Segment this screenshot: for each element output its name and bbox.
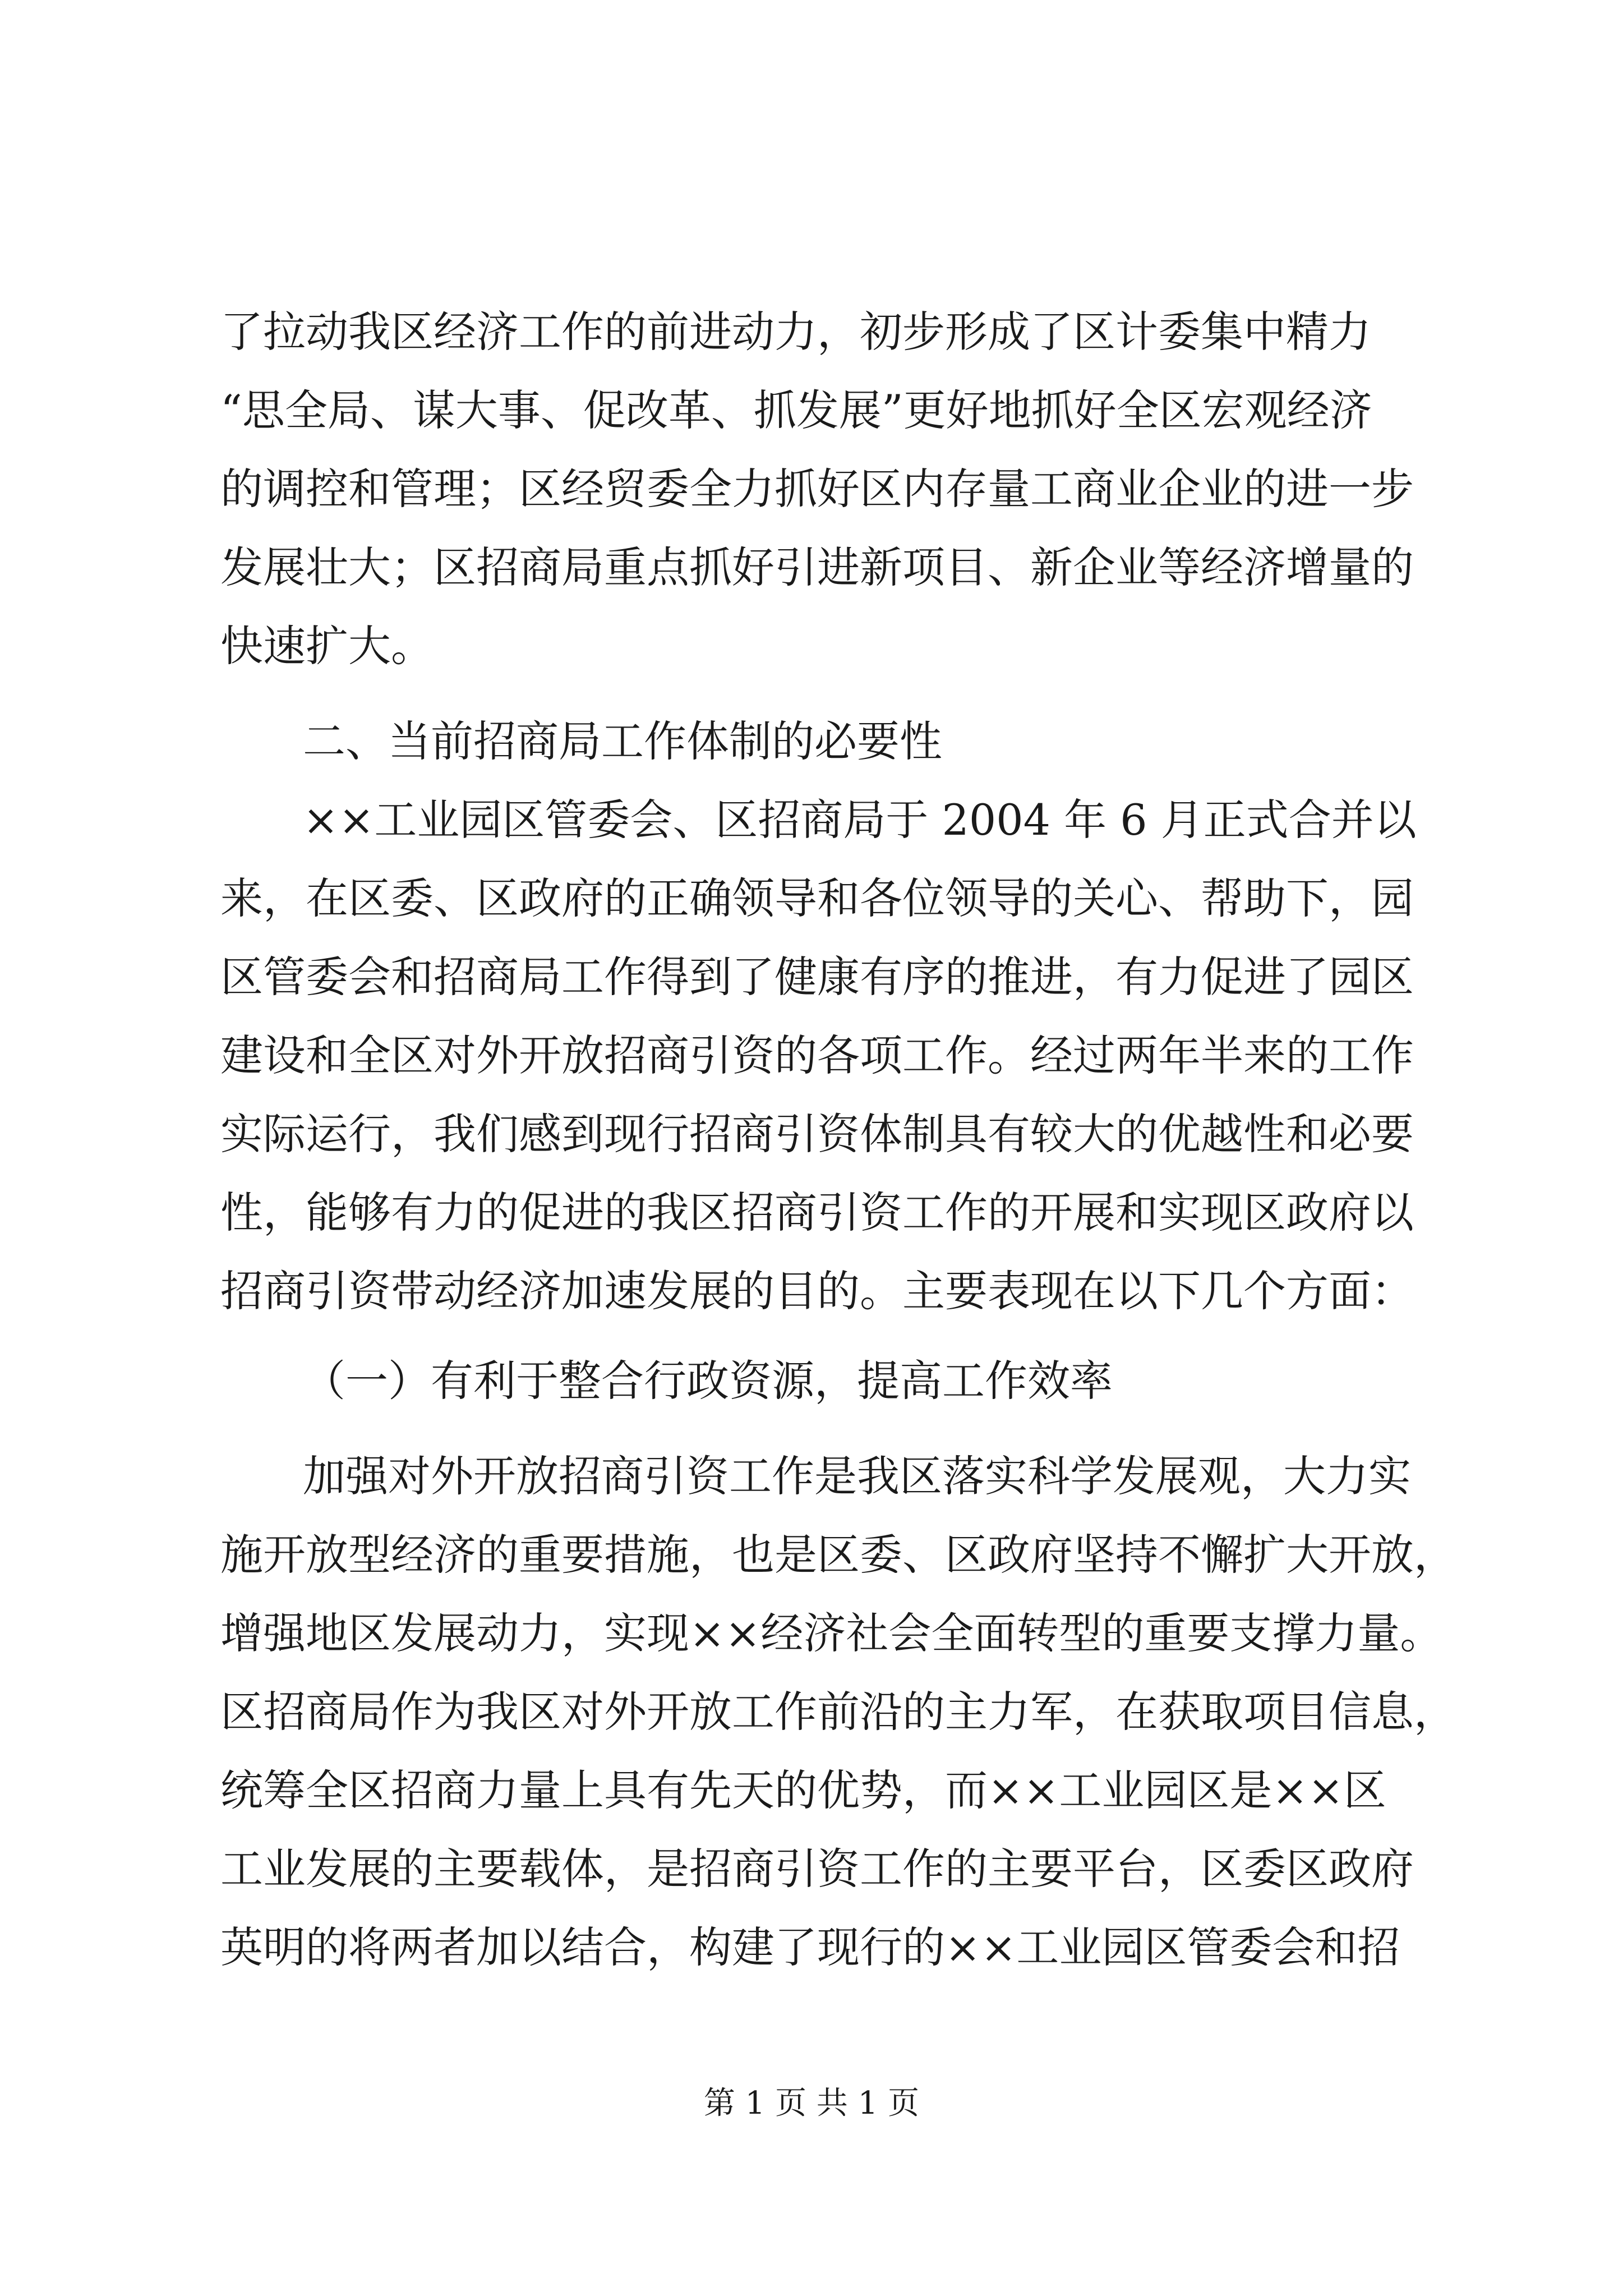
section-heading: 二、当前招商局工作体制的必要性 bbox=[303, 716, 942, 766]
body-line-4: 发展壮大；区招商局重点抓好引进新项目、新企业等经济增量的 bbox=[220, 542, 1414, 592]
body-line-16: 施开放型经济的重要措施，也是区委、区政府坚持不懈扩大开放， bbox=[220, 1530, 1456, 1580]
body-line-19: 统筹全区招商力量上具有先天的优势，而××工业园区是××区 bbox=[220, 1765, 1386, 1815]
body-line-17: 增强地区发展动力，实现××经济社会全面转型的重要支撑力量。 bbox=[220, 1608, 1443, 1658]
body-line-18: 区招商局作为我区对外开放工作前沿的主力军，在获取项目信息， bbox=[220, 1687, 1456, 1737]
body-line-3: 的调控和管理；区经贸委全力抓好区内存量工商业企业的进一步 bbox=[220, 464, 1414, 514]
body-line-11: 实际运行，我们感到现行招商引资体制具有较大的优越性和必要 bbox=[220, 1109, 1414, 1159]
body-line-15: 加强对外开放招商引资工作是我区落实科学发展观，大力实 bbox=[303, 1451, 1411, 1501]
body-line-5: 快速扩大。 bbox=[220, 621, 434, 671]
page-number-footer: 第 1 页 共 1 页 bbox=[703, 2085, 920, 2122]
body-line-20: 工业发展的主要载体，是招商引资工作的主要平台，区委区政府 bbox=[220, 1844, 1414, 1894]
body-line-10: 建设和全区对外开放招商引资的各项工作。经过两年半来的工作 bbox=[220, 1030, 1414, 1080]
body-line-1: 了拉动我区经济工作的前进动力，初步形成了区计委集中精力 bbox=[220, 307, 1371, 357]
subsection-heading: （一）有利于整合行政资源，提高工作效率 bbox=[303, 1356, 1113, 1406]
body-line-12: 性，能够有力的促进的我区招商引资工作的开展和实现区政府以 bbox=[220, 1188, 1414, 1237]
body-line-2: “思全局、谋大事、促改革、抓发展”更好地抓好全区宏观经济 bbox=[220, 385, 1372, 435]
body-line-21: 英明的将两者加以结合，构建了现行的××工业园区管委会和招 bbox=[220, 1922, 1400, 1972]
body-line-9: 区管委会和招商局工作得到了健康有序的推进，有力促进了园区 bbox=[220, 952, 1414, 1002]
body-line-13: 招商引资带动经济加速发展的目的。主要表现在以下几个方面： bbox=[220, 1266, 1414, 1316]
body-line-7: ××工业园区管委会、区招商局于 2004 年 6 月正式合并以 bbox=[303, 795, 1417, 845]
body-line-8: 来，在区委、区政府的正确领导和各位领导的关心、帮助下，园 bbox=[220, 873, 1414, 923]
